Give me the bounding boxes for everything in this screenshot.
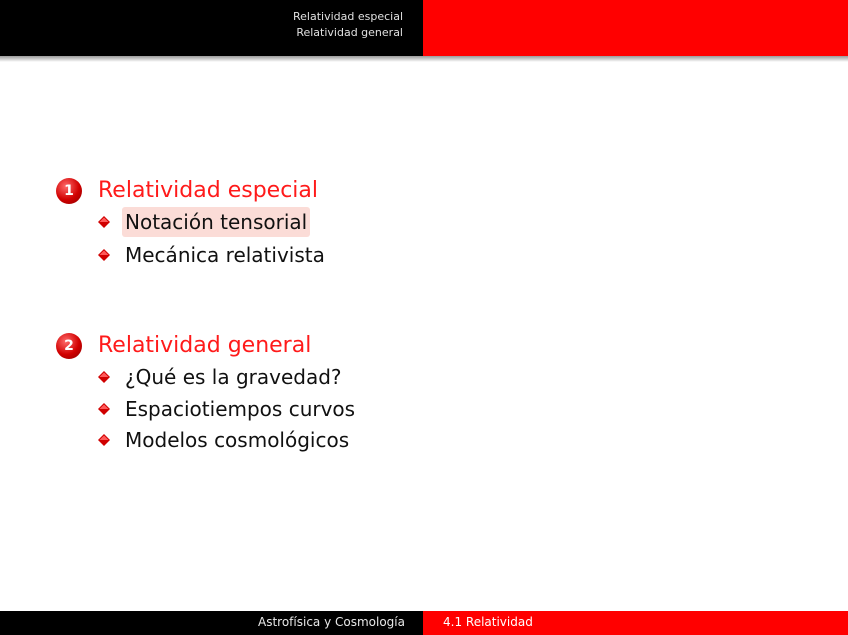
section-title[interactable]: Relatividad especial (98, 178, 318, 203)
diamond-bullet-icon (98, 216, 110, 228)
footer-chapter-title: 4.1 Relatividad (443, 615, 533, 629)
section-number-badge: 1 (56, 178, 82, 204)
subsection-label: Modelos cosmológicos (125, 428, 350, 452)
section-number-badge: 2 (56, 333, 82, 359)
footer-bar (0, 611, 848, 635)
subsection-label: Espaciotiempos curvos (125, 397, 356, 421)
diamond-bullet-icon (98, 403, 110, 415)
diamond-bullet-icon (98, 434, 110, 446)
footer-right-panel (423, 611, 848, 635)
header-nav-item-general[interactable]: Relatividad general (296, 26, 403, 39)
diamond-bullet-icon (98, 371, 110, 383)
subsection-label: ¿Qué es la gravedad? (125, 365, 342, 389)
subsection-label-current: Notación tensorial (122, 207, 310, 237)
footer-course-title: Astrofísica y Cosmología (258, 615, 405, 629)
diamond-bullet-icon (98, 249, 110, 261)
section-title[interactable]: Relatividad general (98, 333, 312, 358)
subsection-label: Mecánica relativista (125, 243, 325, 267)
footer-left-panel (0, 611, 423, 635)
header-nav-item-special[interactable]: Relatividad especial (293, 10, 403, 23)
